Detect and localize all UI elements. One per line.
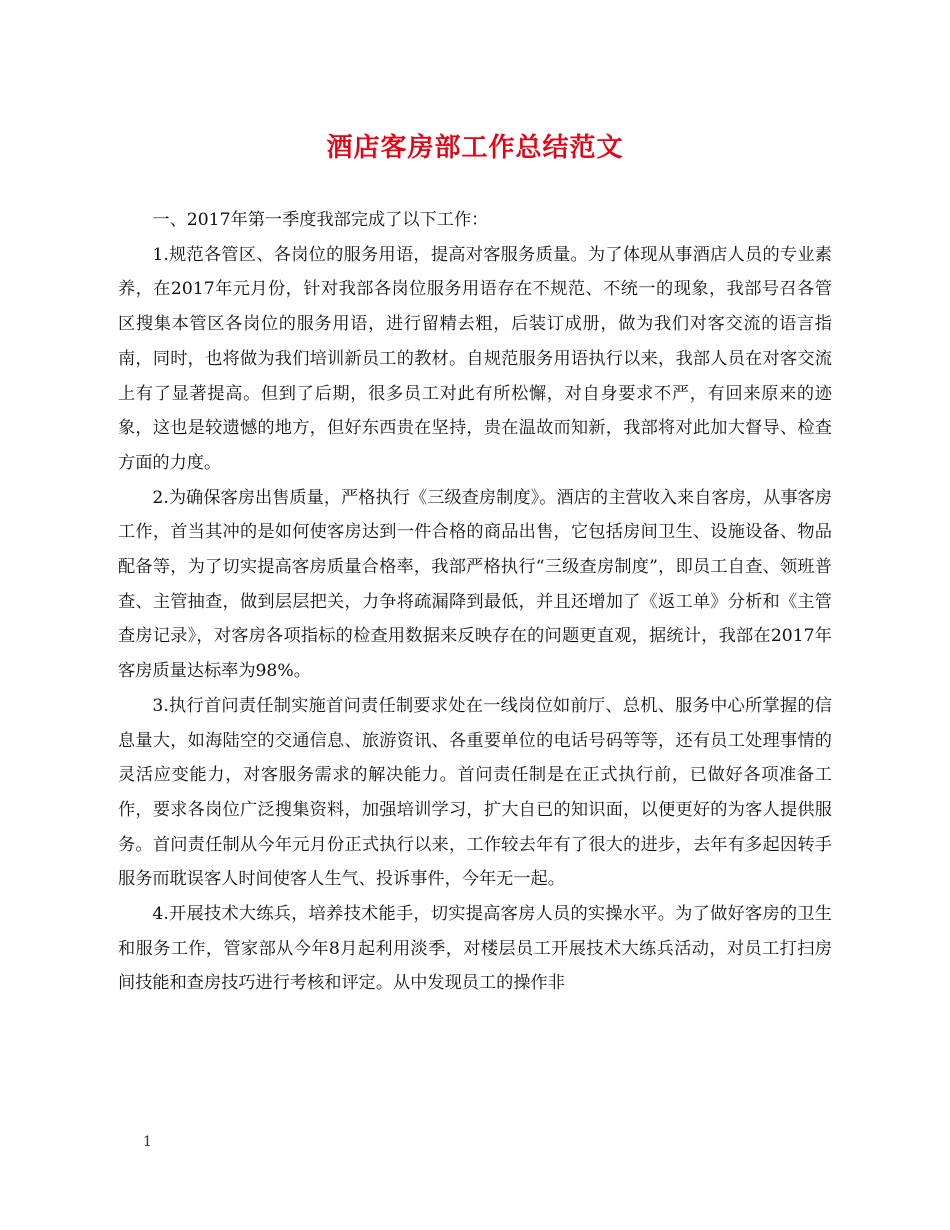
- paragraph-item-1: 1.规范各管区、各岗位的服务用语，提高对客服务质量。为了体现从事酒店人员的专业素养，在2017年元月份，针对我部各岗位服务用语存在不规范、不统一的现象，我部号召各管区搜集本管区各岗位的服务用语，进行留精去粗，后装订成册，做为我们对客交流的语言指南，同时，也将做为我们培训新员工的教材。自规范服务用语执行以来，我部人员在对客交流上有了显著提高。但到了后期，很多员工对此有所松懈，对自身要求不严，有回来原来的迹象，这也是较遗憾的地方，但好东西贵在坚持，贵在温故而知新，我部将对此加大督导、检查方面的力度。: [118, 244, 832, 473]
- paragraph-section-heading: 一、2017年第一季度我部完成了以下工作：: [152, 210, 489, 230]
- page-title: 酒店客房部工作总结范文: [326, 133, 624, 163]
- paragraph-item-2: 2.为确保客房出售质量，严格执行《三级查房制度》。酒店的主营收入来自客房，从事客房工作，首当其冲的是如何使客房达到一件合格的商品出售，它包括房间卫生、设施设备、物品配备等，为了切实提高客房质量合格率，我部严格执行“三级查房制度”，即员工自查、领班普查、主管抽查，做到层层把关，力争将疏漏降到最低，并且还增加了《返工单》分析和《主管查房记录》，对客房各项指标的检查用数据来反映存在的问题更直观，据统计，我部在2017年客房质量达标率为98%。: [118, 487, 832, 682]
- paragraph-item-4: 4.开展技术大练兵，培养技术能手，切实提高客房人员的实操水平。为了做好客房的卫生和服务工作，管家部从今年8月起利用淡季，对楼层员工开展技术大练兵活动，对员工打扫房间技能和查房技巧进行考核和评定。从中发现员工的操作非: [118, 904, 832, 994]
- page-number: 1: [143, 1134, 152, 1150]
- paragraph-item-3: 3.执行首问责任制实施首问责任制要求处在一线岗位如前厅、总机、服务中心所掌握的信息量大，如海陆空的交通信息、旅游资讯、各重要单位的电话号码等等，还有员工处理事情的灵活应变能力，对客服务需求的解决能力。首问责任制是在正式执行前，已做好各项准备工作，要求各岗位广泛搜集资料，加强培训学习，扩大自已的知识面，以便更好的为客人提供服务。首问责任制从今年元月份正式执行以来，工作较去年有了很大的进步，去年有多起因转手服务而耽误客人时间使客人生气、投诉事件，今年无一起。: [118, 695, 832, 890]
- document-body: [118, 203, 832, 1001]
